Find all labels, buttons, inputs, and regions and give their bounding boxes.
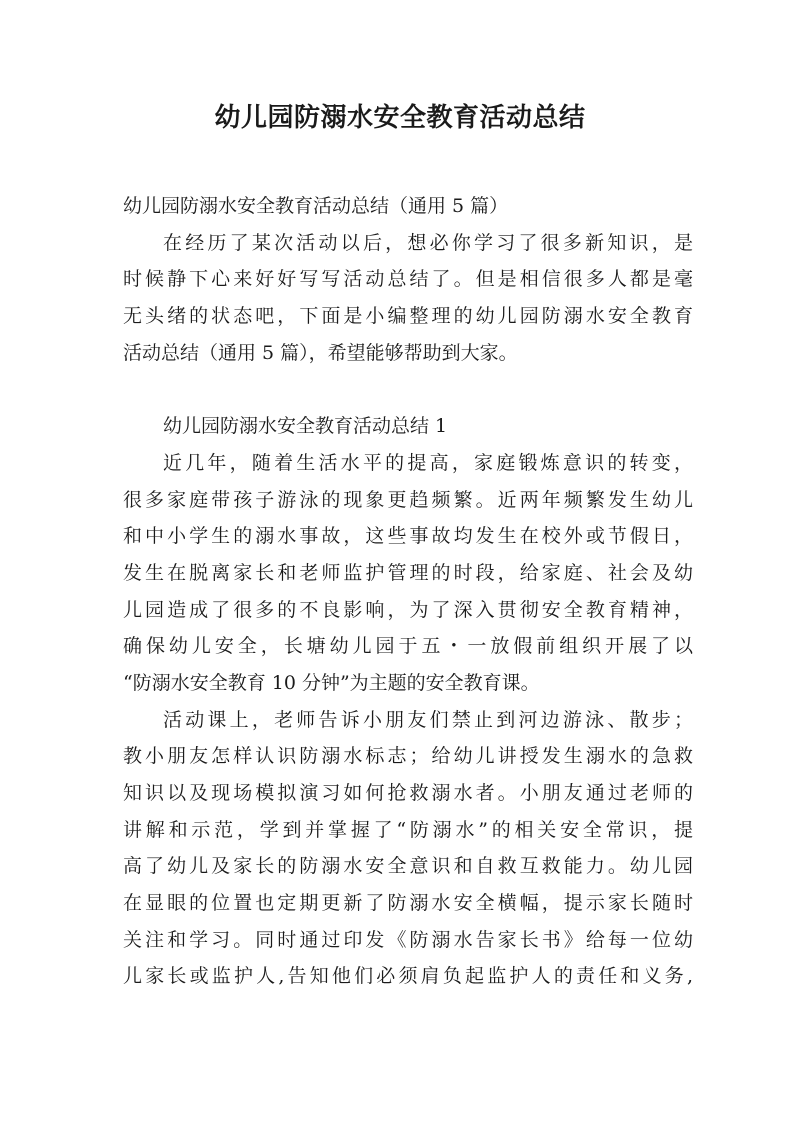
document-body	[123, 188, 693, 995]
paragraph2-line: 讲解和示范，学到并掌握了“防溺水”的相关安全常识，提	[123, 818, 693, 841]
paragraph1-line: 很多家庭带孩子游泳的现象更趋频繁。近两年频繁发生幼儿	[123, 488, 693, 511]
paragraph1-line: “防溺水安全教育 10 分钟”为主题的安全教育课。	[123, 671, 540, 694]
paragraph2-line: 关注和学习。同时通过印发《防溺水告家长书》给每一位幼	[123, 928, 693, 951]
paragraph-gap	[123, 371, 693, 408]
paragraph1-line: 确保幼儿安全，长塘幼儿园于五・一放假前组织开展了以	[123, 635, 693, 658]
paragraph2-line: 知识以及现场模拟演习如何抢救溺水者。小朋友通过老师的	[123, 782, 693, 804]
paragraph2-line: 教小朋友怎样认识防溺水标志；给幼儿讲授发生溺水的急救	[123, 745, 693, 768]
intro-line: 在经历了某次活动以后，想必你学习了很多新知识，是	[163, 231, 693, 254]
paragraph2-line: 儿家长或监护人,告知他们必须肩负起监护人的责任和义务,	[123, 965, 693, 988]
subtitle-line: 幼儿园防溺水安全教育活动总结（通用 5 篇）	[123, 195, 509, 217]
paragraph1-line: 发生在脱离家长和老师监护管理的时段，给家庭、社会及幼	[123, 561, 693, 584]
paragraph2-line: 活动课上，老师告诉小朋友们禁止到河边游泳、散步；	[163, 708, 693, 731]
intro-line: 活动总结（通用 5 篇），希望能够帮助到大家。	[123, 341, 518, 364]
intro-line: 无头绪的状态吧，下面是小编整理的幼儿园防溺水安全教育	[123, 305, 693, 328]
paragraph1-line: 近几年，随着生活水平的提高，家庭锻炼意识的转变，	[163, 451, 693, 474]
intro-line: 时候静下心来好好写写活动总结了。但是相信很多人都是毫	[123, 268, 693, 291]
paragraph2-line: 在显眼的位置也定期更新了防溺水安全横幅，提示家长随时	[123, 892, 693, 915]
document-title: 幼儿园防溺水安全教育活动总结	[214, 103, 586, 133]
paragraph1-line: 和中小学生的溺水事故，这些事故均发生在校外或节假日，	[123, 525, 693, 548]
paragraph2-line: 高了幼儿及家长的防溺水安全意识和自救互救能力。幼儿园	[123, 855, 693, 878]
section-heading: 幼儿园防溺水安全教育活动总结 1	[163, 415, 448, 438]
paragraph1-line: 儿园造成了很多的不良影响，为了深入贯彻安全教育精神，	[123, 598, 693, 621]
